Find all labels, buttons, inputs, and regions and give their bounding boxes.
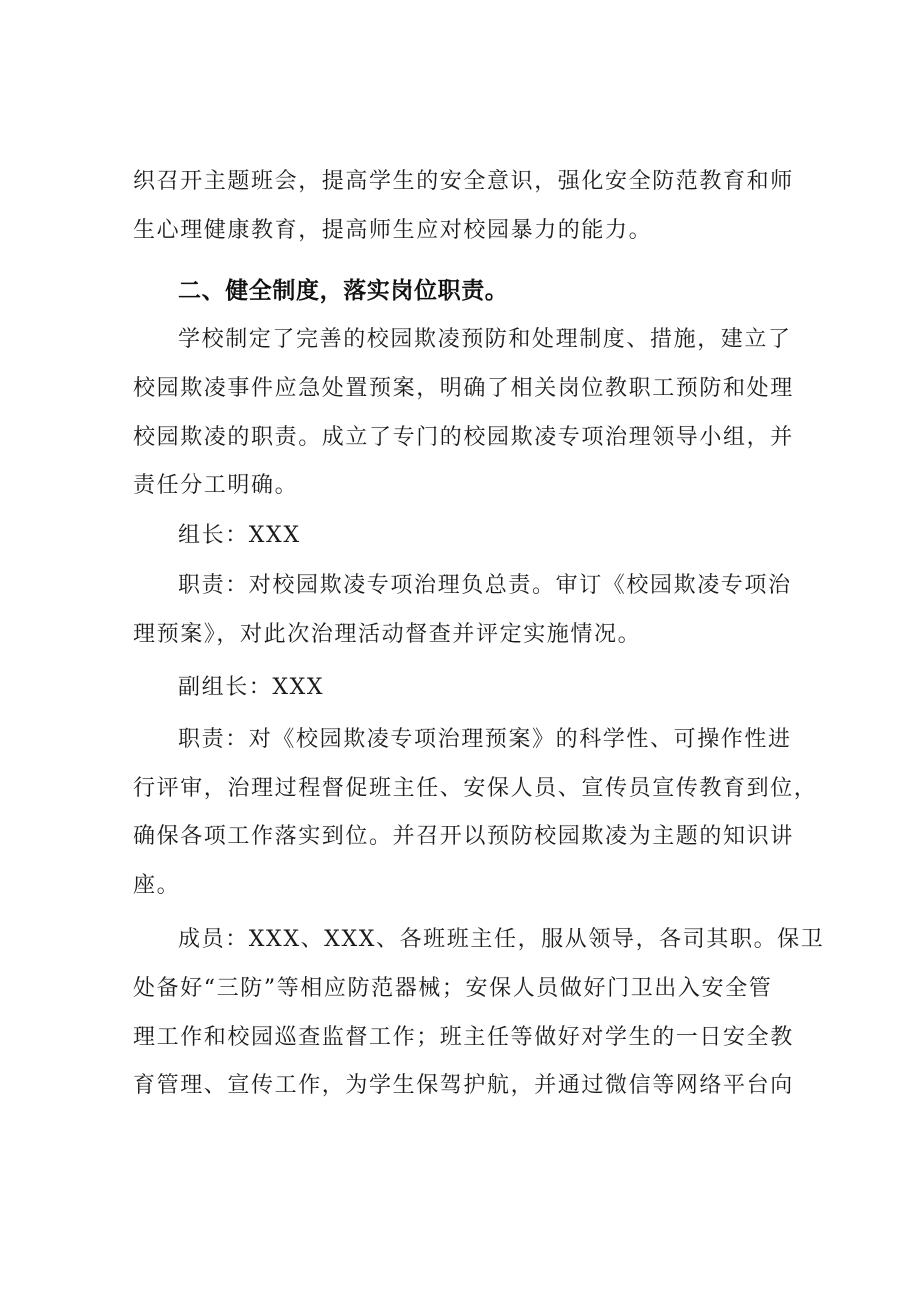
body-text-line: 校园欺凌事件应急处置预案，明确了相关岗位教职工预防和处理	[133, 376, 794, 401]
members-line: 育管理、宣传工作，为学生保驾护航，并通过微信等网络平台向	[133, 1073, 794, 1098]
deputy-duty-line: 确保各项工作落实到位。并召开以预防校园欺凌为主题的知识讲	[133, 824, 794, 849]
deputy-duty-line: 行评审，治理过程督促班主任、安保人员、宣传员宣传教育到位，	[133, 776, 818, 801]
deputy-duty-line: 座。	[133, 873, 181, 898]
body-text-line: 校园欺凌的职责。成立了专门的校园欺凌专项治理领导小组，并	[133, 425, 794, 450]
body-text-line: 学校制定了完善的校园欺凌预防和处理制度、措施，建立了	[178, 327, 792, 352]
body-text-line: 生心理健康教育，提高师生应对校园暴力的能力。	[133, 218, 653, 243]
members-line: 理工作和校园巡查监督工作；班主任等做好对学生的一日安全教	[133, 1025, 794, 1050]
deputy-duty-line: 职责：对《校园欺凌专项治理预案》的科学性、可操作性进	[178, 727, 792, 752]
body-text-line: 责任分工明确。	[133, 473, 299, 498]
leader-duty-line: 理预案》，对此次治理活动督查并评定实施情况。	[133, 622, 642, 647]
members-line: 成员：XXX、XXX、各班班主任，服从领导，各司其职。保卫	[178, 927, 825, 952]
leader-title: 组长：XXX	[178, 523, 301, 548]
members-line: 处备好“三防”等相应防范器械；安保人员做好门卫出入安全管	[133, 976, 773, 1001]
deputy-leader-title: 副组长：XXX	[178, 675, 325, 700]
section-heading: 二、健全制度，落实岗位职责。	[178, 278, 509, 304]
body-text-line: 织召开主题班会，提高学生的安全意识，强化安全防范教育和师	[133, 169, 794, 194]
leader-duty-line: 职责：对校园欺凌专项治理负总责。审订《校园欺凌专项治	[178, 573, 792, 598]
